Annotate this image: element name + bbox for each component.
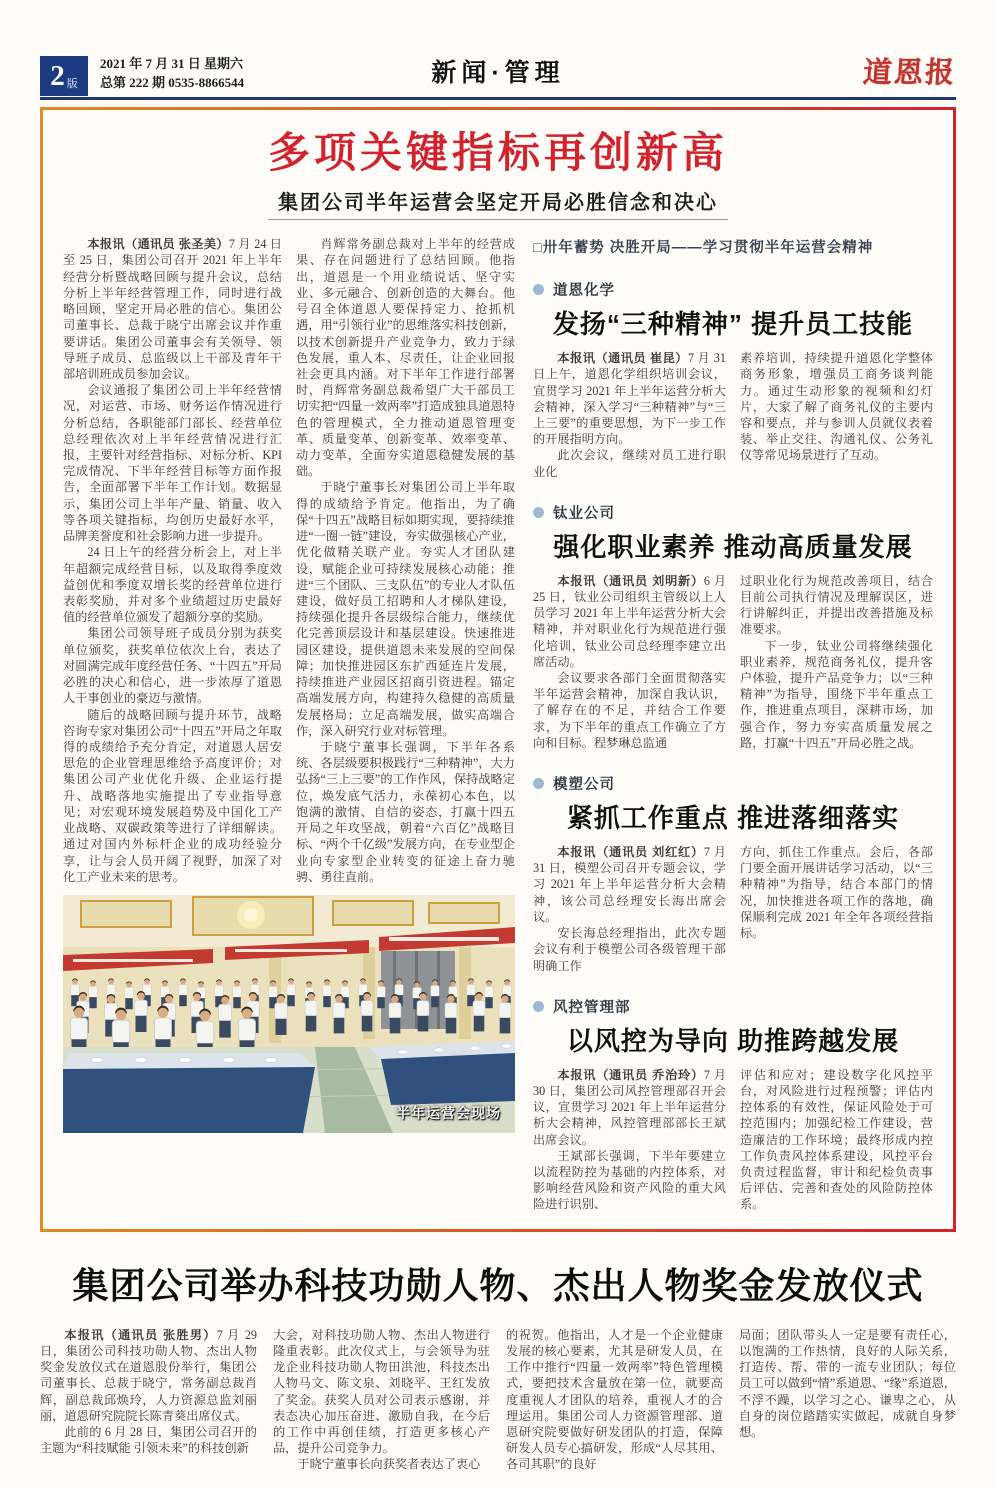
conference-photo: [63, 895, 515, 1133]
dept-row: [533, 773, 933, 794]
section-columns: [533, 844, 933, 974]
section-col-1: [533, 350, 726, 480]
section-headline: 以风控为导向 助推跨越发展: [566, 1025, 900, 1056]
paragraph: 此前的 6 月 28 日，集团公司召开的主题为“科技赋能 引领未来”的科技创新: [40, 1424, 257, 1456]
section-bullet-icon: [533, 1001, 544, 1012]
paragraph: 此次会议，继续对员工进行职业化: [533, 448, 726, 479]
paragraph: 于晓宁董事长向获奖者表达了衷心: [297, 1457, 481, 1472]
rail-section-molding: [533, 773, 933, 974]
dept-row: [533, 279, 933, 300]
edition-number: 2: [50, 59, 65, 92]
rail-section-daoen-chemical: [533, 279, 933, 480]
dept-row: [533, 502, 933, 523]
section-title: 新闻·管理: [431, 59, 565, 87]
conference-photo-art: [63, 895, 515, 1133]
paragraph: 本报讯（通讯员 刘明新）6 月 25 日，钛业公司组织主管级以上人员学习 2021 年上半年运营分析大会精神，并对职业化行为规范进行强化培训，钛业公司总经理李建立出席活动。: [533, 573, 727, 669]
section-col-1: [533, 573, 726, 751]
paragraph: 过职业化行为规范改善项目，结合目前公司执行情况及理解误区，进行讲解纠正，并提出改善措施及标准要求。: [740, 573, 933, 637]
paper-masthead: 道恩报: [861, 57, 957, 89]
byline-lead: 本报讯（通讯员 崔昆）: [557, 351, 688, 366]
byline-lead: 本报讯（通讯员 张胜男）: [64, 1327, 217, 1342]
dept-row: [533, 996, 933, 1017]
paragraph: 于晓宁董事长强调，下半年各系统、各层级要积极践行“三种精神”，大力弘扬“三上三要”的工作作风，保持战略定位，焕发底气活力，永葆初心本色，以饱满的激情、自信的姿态，打赢十四五开局之年攻坚战，朝着“六百亿”战略目标、“两个千亿级”发展方向，在专业型企业向专家型企业转变的征途上奋力驰骋、勇往直前。: [296, 739, 515, 884]
main-article-col-2: [296, 236, 515, 885]
rail-banner: □卅年蓄势 决胜开局——学习贯彻半年运营会精神: [533, 240, 874, 257]
byline-lead: 本报讯（通讯员 刘红红）: [557, 845, 704, 860]
section-col-1: [533, 844, 726, 974]
right-rail: [533, 236, 933, 1212]
paragraph: 本报讯（通讯员 乔治玲）7 月 30 日，集团公司风控管理部召开会议，宣贯学习 2021 年上半年运营分析大会精神，风控管理部部长王斌出席会议。: [533, 1067, 727, 1147]
edition-label: 版: [66, 78, 78, 90]
paragraph: 安长海总经理指出，此次专题会议有利于模塑公司各级管理干部明确工作: [533, 926, 726, 973]
date-line: 2021 年 7 月 31 日 星期六: [100, 56, 244, 72]
main-article-left: [63, 236, 515, 1212]
paragraph: 24 日上午的经营分析会上，对上半年超额完成经营目标，以及取得季度效益创优和季度双增长奖的经营单位进行表彰奖励，并对多个业绩超过历史最好值的经营单位颁发了超额分享的奖励。: [63, 545, 282, 625]
paragraph: 本报讯（通讯员 崔昆）7 月 31 日上午，道恩化学组织培训会议，宣贯学习 2021 年上半年运营分析大会精神，深入学习“三种精神”与“三上三要”的重要思想，为下一步工作的开展指明方向。: [533, 351, 726, 447]
rail-section-risk-control: [533, 996, 933, 1213]
dept-name: 模塑公司: [553, 777, 615, 794]
main-subhead-wrap: [63, 186, 933, 220]
section-col-1: [533, 1067, 726, 1213]
bottom-col-4: [739, 1327, 956, 1473]
photo-caption: 半年运营会现场: [396, 1106, 501, 1122]
paragraph: 素养培训，持续提升道恩化学整体商务形象，增强员工商务谈判能力。通过生动形象的视频和幻灯片，大家了解了商务礼仪的主要内容和要点，并与参训人员就仪表着装、举止交往、沟通礼仪、公务礼仪等常见场景进行了互动。: [740, 351, 933, 463]
byline-lead: 本报讯（通讯员 刘明新）: [557, 573, 704, 588]
bottom-article-columns: [40, 1327, 956, 1473]
paragraph: 于晓宁董事长对集团公司上半年取得的成绩给予肯定。他指出，为了确保“十四五”战略目标如期实现，要持续推进“一圈一链”建设，夯实做强核心产业，优化做精关联产业。夯实人才团队建设，赋能企业可持续发展核心动能；推进“三个团队、三支队伍”的专业人才队伍建设，做好员工招聘和人才梯队建设，持续强化提升各层级综合能力，继续优化完善顶层设计和基层建设。快速推进园区建设，提供道恩未来发展的空间保障；加快推进园区东扩西延连片发展，持续推进产业园区招商引资进程。锚定高端发展方向，构建持久稳健的高质量发展格局；立足高端发展，做实高端合作，深入研究行业对标管理。: [296, 480, 515, 738]
byline-lead: 本报讯（通讯员 张圣美）: [87, 237, 229, 252]
section-bullet-icon: [533, 507, 544, 518]
paragraph: 会议通报了集团公司上半年经营情况，对运营、市场、财务运作情况进行分析总结，各职能部门部长、经营单位总经理依次对上半年经营情况进行汇报，主要针对经营指标、对标分析、KPI 完成情况、下半年经营目标等方面作报告，全面部署下半年工作计划。数据显示，集团公司上半年产量、销量、收入等各项关键指标，均创历史最好水平，品牌美誉度和社会影响力进一步提升。: [63, 383, 282, 544]
byline-lead: 本报讯（通讯员 乔治玲）: [557, 1067, 704, 1082]
paragraph: 评估和应对；建设数字化风控平台，对风险进行过程预警；评估内控体系的有效性，保证风险处于可控范围内；加强纪检工作建设，营造廉洁的工作环境；最终形成内控工作负责风控体系建设，风控平台负责过程监督，审计和纪检负责事后评估、完善和查处的风险防控体系。: [740, 1067, 933, 1212]
paragraph: 本报讯（通讯员 张圣美）7 月 24 日至 25 日，集团公司召开 2021 年上半年经营分析暨战略回顾与提升会议，总结分析上半年经营管理工作，同时进行战略回顾，坚定开局必胜的信心。集团公司董事长、总裁于晓宁出席会议并作重要讲话。集团公司董事会有关领导、领导班子成员、总监级以上干部及青年干部培训班成员参加会议。: [63, 237, 282, 381]
paragraph: 肖辉常务副总裁对上半年的经营成果、存在问题进行了总结回顾。他指出，道恩是一个用业绩说话、坚守实业、多元融合、创新创造的大舞台。他号召全体道恩人要保持定力、抢抓机遇，用“引领行业”的思维落实科技创新，以技术创新提升产业竞争力，致力于绿色发展，重人本、尽责任，让企业回报社会更具内涵。对下半年工作进行部署时，肖辉常务副总裁希望广大干部员工切实把“四量一效两率”打造成独具道恩特色的管理模式，全力推动道恩管理变革、质量变革、创新变革、效率变革、动力变革，全面夯实道恩稳健发展的基础。: [296, 237, 515, 479]
section-columns: [533, 573, 933, 751]
section-columns: [533, 1067, 933, 1213]
section-headline: 紧抓工作重点 推进落细落实: [566, 803, 900, 834]
main-headline: 多项关键指标再创新高: [267, 129, 728, 176]
paragraph: 集团公司领导班子成员分别为获奖单位颁奖，获奖单位依次上台，表达了对圆满完成年度经营任务、“十四五”开局必胜的决心和信心，进一步浓厚了道恩人干事创业的豪迈与激情。: [63, 626, 282, 706]
section-bullet-icon: [533, 284, 544, 295]
issue-line: 总第 222 期 0535-8866544: [100, 75, 245, 91]
paragraph: 随后的战略回顾与提升环节，战略咨询专家对集团公司“十四五”开局之年取得的成绩给予充分肯定，对道恩人居安思危的企业管理思维给予高度评价；对集团公司产业优化升级、企业运行提升、战略落地实施提出了专业指导意见；对宏观环境发展趋势及中国化工产业战略、双碳政策等进行了详细解读。通过对国内外标杆企业的成功经验分享，让与会人员开阔了视野，加深了对化工产业未来的思考。: [63, 707, 282, 884]
bottom-col-3: [506, 1327, 723, 1473]
page-header: [40, 50, 956, 100]
main-article-col-1: [63, 236, 282, 885]
paragraph: 本报讯（通讯员 张胜男）7 月 29 日，集团公司科技功勋人物、杰出人物奖金发放仪式在道恩股份举行，集团公司董事长、总裁于晓宁，常务副总裁肖辉，副总裁邱焕玲，人力资源总监刘丽丽，道恩研究院院长陈青葵出席仪式。: [40, 1327, 258, 1423]
paragraph: 本报讯（通讯员 刘红红）7 月 31 日，模塑公司召开专题会议，学习 2021 年上半年运营分析大会精神，该公司总经理安长海出席会议。: [533, 845, 727, 924]
bottom-headline: 集团公司举办科技功勋人物、杰出人物奖金发放仪式: [72, 1264, 924, 1306]
dept-name: 道恩化学: [553, 283, 615, 300]
bottom-col-1: [40, 1327, 257, 1473]
section-columns: [533, 350, 933, 480]
dept-name: 风控管理部: [553, 999, 631, 1016]
section-col-2: [740, 844, 933, 974]
main-body: [63, 236, 933, 1212]
paragraph: 会议要求各部门全面贯彻落实半年运营会精神，加深自我认识，了解存在的不足，并结合工作要求，为下半年的重点工作确立了方向和目标。程梦琳总监通: [533, 671, 726, 750]
paragraph: 方向，抓住工作重点。会后，各部门要全面开展讲话学习活动，以“三种精神”为指导，结合本部门的情况，加快推进各项工作的落地，确保顺利完成 2021 年全年各项经营指标。: [740, 845, 933, 941]
section-headline: 强化职业素养 推动高质量发展: [553, 531, 913, 562]
rail-section-titanium: [533, 502, 933, 751]
main-story-box: [40, 107, 956, 1232]
section-col-2: [740, 1067, 933, 1213]
section-headline: 发扬“三种精神” 提升员工技能: [552, 309, 914, 340]
main-article-columns: [63, 236, 515, 885]
paragraph: 大会，对科技功勋人物、杰出人物进行隆重表彰。此次仪式上，与会领导为驻龙企业科技功勋人物田洪池，科技杰出人物马文、陈文泉、刘晓平、王红发放了奖金。获奖人员对公司表示感谢，并表态决心加压奋进、激励自我，在今后的工作中再创佳绩，打造更多核心产品，提升公司竞争力。: [273, 1327, 490, 1456]
section-bullet-icon: [533, 778, 544, 789]
newspaper-page: [0, 50, 996, 1473]
bottom-col-2: [273, 1327, 490, 1473]
section-col-2: [740, 573, 933, 751]
paragraph: 王斌部长强调，下半年要建立以流程防控为基础的内控体系，对影响经营风险和资产风险的重大风险进行识别、: [533, 1148, 726, 1212]
paragraph: 下一步，钛业公司将继续强化职业素养，规范商务礼仪，提升客户体验，提升产品竞争力；以“三种精神”为指导，围绕下半年重点工作，推进重点项目，深耕市场，加强合作，努力夯实高质量发展之路，打赢“十四五”开局必胜之战。: [740, 638, 933, 750]
paragraph: 的祝贺。他指出，人才是一个企业健康发展的核心要素，尤其是研发人员，在工作中推行“四量一效两率”特色管理模式，要把技术含量放在第一位，就要高度重视人才团队的培养，重视人才的合理运用。集团公司人力资源管理部、道恩研究院要做好研发团队的打造，保障研发人员专心搞研发，形成“人尽其用、各司其职”的良好: [506, 1327, 723, 1472]
section-col-2: [740, 350, 933, 480]
paragraph: 局面；团队带头人一定是要有责任心，以饱满的工作热情，良好的人际关系，打造传、帮、带的一流专业团队；每位员工可以做到“情”系道恩、“缘”系道恩，不浮不躁，以学习之心、谦卑之心，从自身的岗位踏踏实实做起，成就自身梦想。: [739, 1327, 956, 1439]
main-subhead: 集团公司半年运营会坚定开局必胜信念和决心: [268, 186, 728, 220]
dept-name: 钛业公司: [553, 505, 615, 522]
